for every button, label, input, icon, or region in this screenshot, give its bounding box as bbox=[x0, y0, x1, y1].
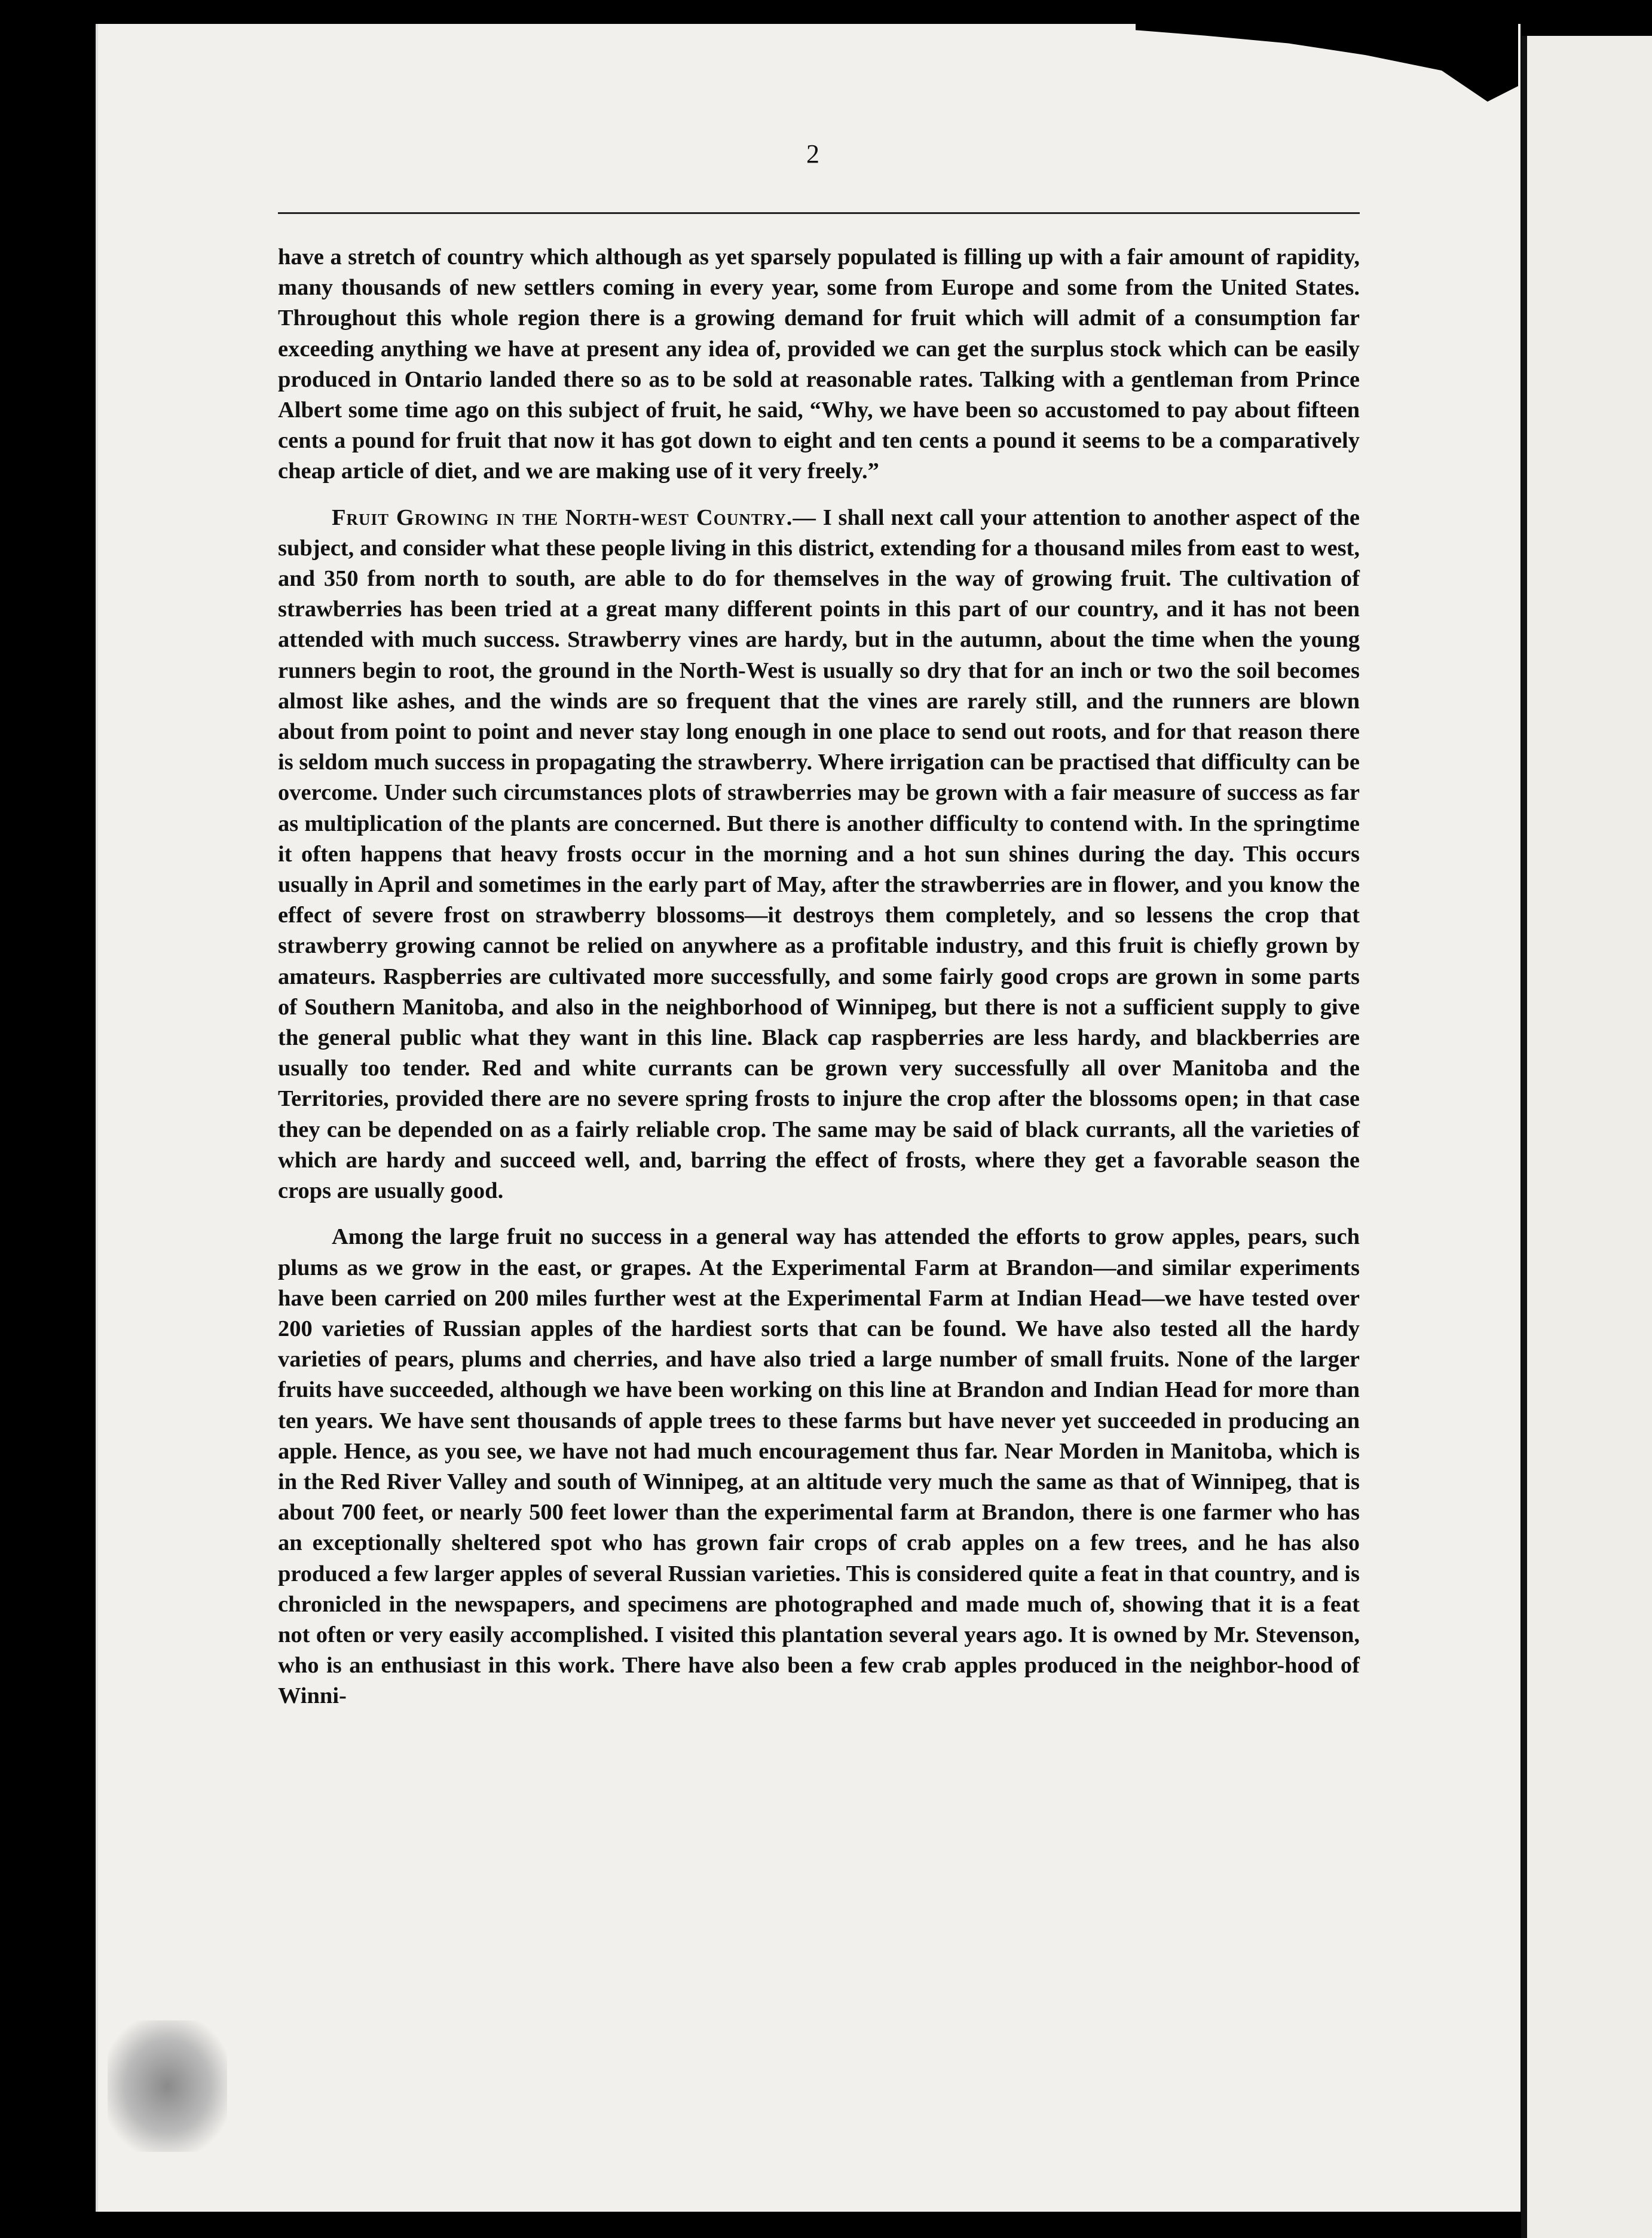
paragraph-2 bbox=[278, 503, 1360, 1207]
header-rule bbox=[278, 212, 1360, 214]
page-stain bbox=[108, 2020, 227, 2152]
paragraph-2-text: I shall next call your attention to another aspect of the subject, and consider what these people living in this district, extending for a thousand miles from east to west, and 350 from north to south, are able to do for themselves in the way of growing fruit. The cultivation of strawberries has been tried at a great many different points in this part of our country, and it has not been attended with much success. Strawberry vines are hardy, but in the autumn, about the time when the young runners begin to root, the ground in the North-West is usually so dry that for an inch or two the soil becomes almost like ashes, and the winds are so frequent that the vines are rarely still, and the runners are blown about from point to point and never stay long enough in one place to send out roots, and for that reason there is seldom much success in propagating the strawberry. Where irrigation can be practised that difficulty can be overcome. Under such circumstances plots of strawberries may be grown with a fair measure of success as far as multiplication of the plants are concerned. But there is another difficulty to contend with. In the springtime it often happens that heavy frosts occur in the morning and a hot sun shines during the day. This occurs usually in April and sometimes in the early part of May, after the strawberries are in flower, and you know the effect of severe frost on strawberry blossoms—it destroys them completely, and so lessens the crop that strawberry growing cannot be relied on anywhere as a profitable industry, and this fruit is chiefly grown by amateurs. Raspberries are cultivated more successfully, and some fairly good crops are grown in some parts of Southern Manitoba, and also in the neighborhood of Winnipeg, but there is not a sufficient supply to give the general public what they want in this line. Black cap raspberries are less hardy, and blackberries are usually too tender. Red and white currants can be grown very successfully all over Manitoba and the Territories, provided there are no severe spring frosts to injure the crop after the blossoms open; in that case they can be depended on as a fairly reliable crop. The same may be said of black currants, all the varieties of which are hardy and succeed well, and, barring the effect of frosts, where they get a favorable season the crops are usually good. bbox=[278, 505, 1360, 1204]
page-number: 2 bbox=[806, 139, 819, 169]
adjacent-page-edge bbox=[1521, 36, 1652, 2238]
paragraph-3: Among the large fruit no success in a general way has attended the efforts to grow apples, pears, such plums as we grow in the east, or grapes. At the Experimental Farm at Brandon—and similar experiments have been carried on 200 miles further west at the Experimental Farm at Indian Head—we have tested over 200 varieties of Russian apples of the hardiest sorts that can be found. We have also tested all the hardy varieties of pears, plums and cherries, and have also tried a large number of small fruits. None of the larger fruits have succeeded, although we have been working on this line at Brandon and Indian Head for more than ten years. We have sent thousands of apple trees to these farms but have never yet succeeded in producing an apple. Hence, as you see, we have not had much encouragement thus far. Near Morden in Manitoba, which is in the Red River Valley and south of Winnipeg, at an altitude very much the same as that of Winnipeg, that is about 700 feet, or nearly 500 feet lower than the experimental farm at Brandon, there is one farmer who has an exceptionally sheltered spot who has grown fair crops of crab apples on a few trees, and he has also produced a few larger apples of several Russian varieties. This is considered quite a feat in that country, and is chronicled in the newspapers, and specimens are photographed and made much of, showing that it is a feat not often or very easily accomplished. I visited this plantation several years ago. It is owned by Mr. Stevenson, who is an enthusiast in this work. There have also been a few crab apples produced in the neighbor-hood of Winni- bbox=[278, 1224, 1360, 1709]
body-text bbox=[278, 242, 1360, 1934]
paragraph-1: have a stretch of country which although as yet sparsely populated is filling up with a fair amount of rapidity, many thousands of new settlers coming in every year, some from Europe and some from the United States. Throughout this whole region there is a growing demand for fruit which will admit of a consumption far exceeding anything we have at present any idea of, provided we can get the surplus stock which can be easily produced in Ontario landed there so as to be sold at reasonable rates. Talking with a gentleman from Prince Albert some time ago on this subject of fruit, he said, “Why, we have been so accustomed to pay about fifteen cents a pound for fruit that now it has got down to eight and ten cents a pound it seems to be a comparatively cheap article of diet, and we are making use of it very freely.” bbox=[278, 244, 1360, 484]
section-heading: Fruit Growing in the North-west Country.— bbox=[332, 505, 816, 530]
